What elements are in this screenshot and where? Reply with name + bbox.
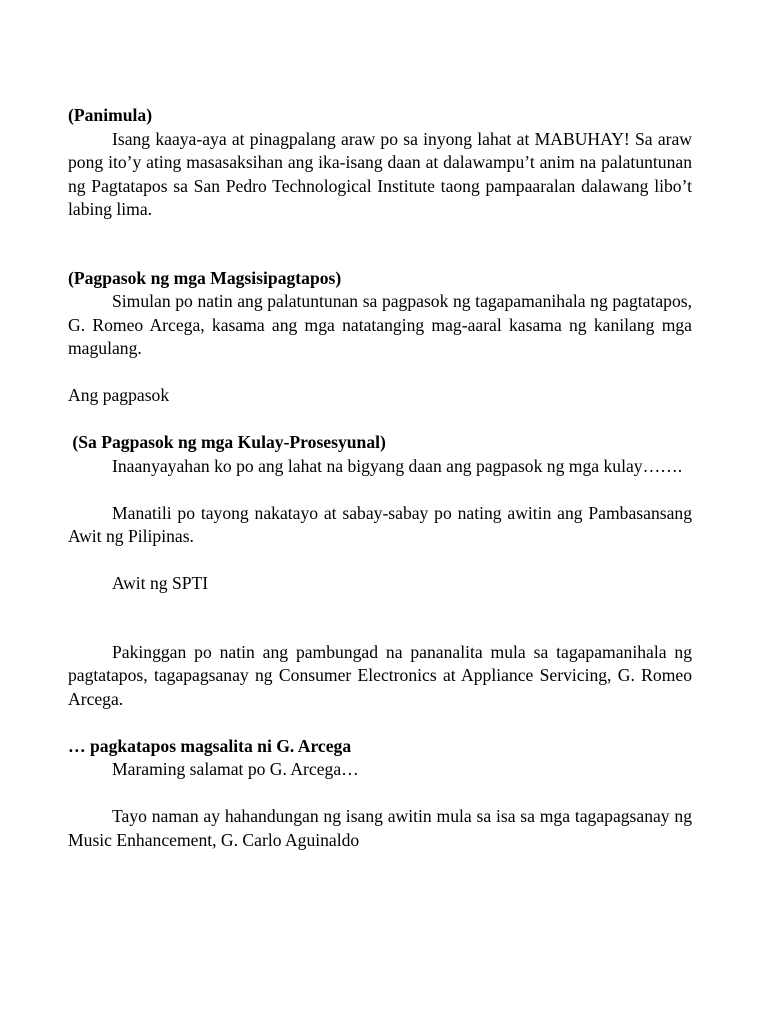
heading-kulay: (Sa Pagpasok ng mga Kulay-Prosesyunal) [68,432,386,452]
spacer [68,782,692,806]
spacer [68,361,692,385]
spacer [68,596,692,641]
spacer [68,222,692,267]
heading-pagpasok: (Pagpasok ng mga Magsisipagtapos) [68,267,342,288]
heading-after-arcega: … pagkatapos magsalita ni G. Arcega [68,735,352,756]
paragraph-song-intro: Tayo naman ay hahandungan ng isang awitin mula sa isa sa mga tagapagsanay ng Music Enhancement, G. Carlo Aguinaldo [68,806,692,850]
paragraph-anthem: Manatili po tayong nakatayo at sabay-sabay po nating awitin ang Pambasansang Awit ng Pilipinas. [68,502,692,546]
thanks-line: Maraming salamat po G. Arcega… [112,759,359,779]
paragraph-opening-remarks: Pakinggan po natin ang pambungad na pananalita mula sa tagapamanihala ng pagtatapos, tagapagsanay ng Consumer Electronics at Appliance Servicing, G. Romeo Arcega. [68,641,692,709]
paragraph-welcome: Isang kaaya-aya at pinagpalang araw po sa inyong lahat at MABUHAY! Sa araw pong ito’y ating masasaksihan ang ika-isang daan at dalawampu’t anim na palatuntunan ng Pagtatapos sa San Pedro Technological Institute taong pampaaralan dalawang libo’t labing lima. [68,128,692,219]
paragraph-entrance: Simulan po natin ang palatuntunan sa pagpasok ng tagapamanihala ng pagtatapos, G. Romeo Arcega, kasama ang mga natatanging mag-aaral kasama ng kanilang mga magulang. [68,291,692,358]
spacer [68,549,692,573]
heading-panimula: (Panimula) [68,105,153,125]
song-spti: Awit ng SPTI [112,573,209,593]
spacer [68,478,692,502]
paragraph-colors: Inaanyayahan ko po ang lahat na bigyang daan ang pagpasok ng mga kulay……. [112,455,683,476]
spacer [68,711,692,735]
document-page [68,104,692,852]
note-ang-pagpasok: Ang pagpasok [68,385,170,405]
spacer [68,408,692,432]
